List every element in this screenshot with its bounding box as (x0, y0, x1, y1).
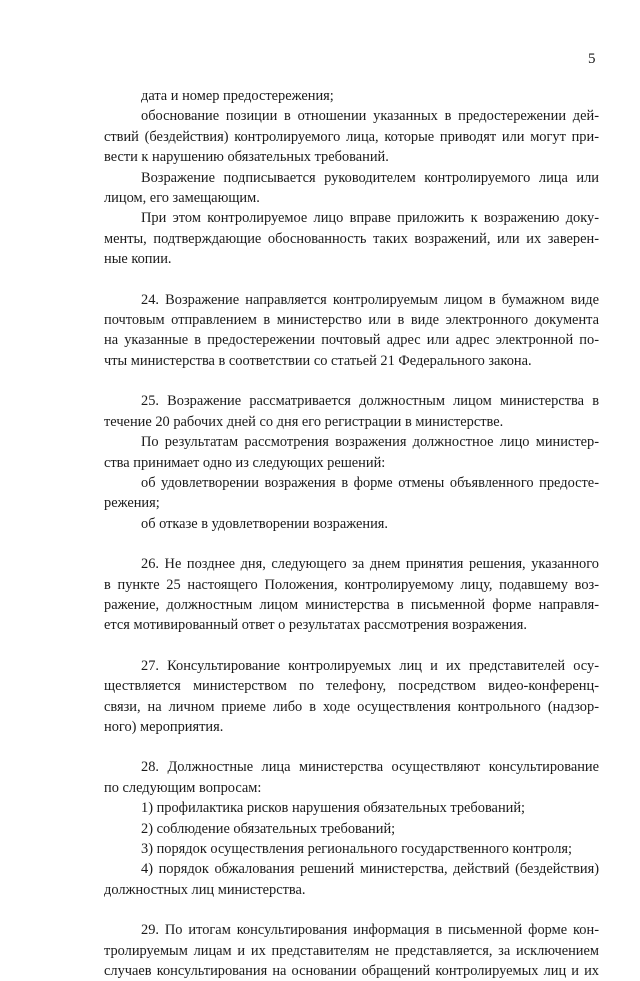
text-line: должностных лиц министерства. (104, 881, 306, 898)
text-line: чты министерства в соответствии со статьей 21 Федерального закона. (104, 352, 532, 369)
paragraph-gap (104, 636, 599, 656)
text-line: дата и номер предостережения; (141, 88, 334, 104)
text-line: режения; (104, 495, 160, 512)
text-line: 2) соблюдение обязательных требований; (141, 820, 396, 837)
text-line: менты, подтверждающие обоснованность таких возражений, или их заверен- (104, 230, 599, 247)
text-line: об отказе в удовлетворении возражения. (141, 515, 388, 532)
paragraph-gap (104, 900, 599, 920)
text-line: в пункте 25 настоящего Положения, контролируемому лицу, подавшему воз- (104, 576, 599, 593)
text-line: ные копии. (104, 251, 172, 268)
text-line: связи, на личном приеме либо в ходе осуществления контрольного (надзор- (104, 698, 599, 715)
text-line: ства принимает одно из следующих решений: (104, 454, 386, 471)
text-line: 26. Не позднее дня, следующего за днем принятия решения, указанного (141, 556, 599, 573)
page-number: 5 (588, 51, 596, 67)
text-line: по следующим вопросам: (104, 779, 262, 796)
text-line: об удовлетворении возражения в форме отмены объявленного предосте- (141, 474, 599, 491)
text-line: лицом, его замещающим. (104, 190, 260, 207)
text-line: ствий (бездействия) контролируемого лица, которые приводят или могут при- (104, 128, 599, 145)
text-line: При этом контролируемое лицо вправе приложить к возражению доку- (141, 210, 599, 227)
text-line: почтовым отправлением в министерство или в виде электронного документа (104, 312, 599, 329)
paragraph-gap (104, 737, 599, 757)
paragraph-gap (104, 371, 599, 391)
text-line: ного) мероприятия. (104, 718, 224, 735)
text-line: 28. Должностные лица министерства осуществляют консультирование (141, 759, 599, 776)
text-line: на указанные в предостережении почтовый адрес или адрес электронной по- (104, 332, 599, 349)
text-line: 24. Возражение направляется контролируемым лицом в бумажном виде (141, 291, 599, 308)
text-line: течение 20 рабочих дней со дня его регистрации в министерстве. (104, 413, 504, 430)
text-line: 4) порядок обжалования решений министерства, действий (бездействия) (141, 861, 599, 878)
paragraph-gap (104, 534, 599, 554)
text-line: По результатам рассмотрения возражения должностное лицо министер- (141, 434, 599, 451)
text-line: ражение, должностным лицом министерства в письменной форме направля- (104, 596, 599, 613)
text-line: 1) профилактика рисков нарушения обязательных требований; (141, 800, 526, 817)
paragraph-gap (104, 270, 599, 290)
text-line: вести к нарушению обязательных требований. (104, 149, 389, 166)
text-line: 3) порядок осуществления регионального государственного контроля; (141, 841, 573, 857)
text-line: 29. По итогам консультирования информация в письменной форме кон- (141, 922, 599, 939)
text-line: ществляется министерством по телефону, посредством видео-конференц- (104, 678, 599, 695)
text-line: тролируемым лицам и их представителям не представляется, за исключением (104, 942, 599, 959)
text-line: обоснование позиции в отношении указанных в предостережении дей- (141, 108, 599, 125)
text-line: 25. Возражение рассматривается должностным лицом министерства в (141, 393, 599, 410)
document-body (104, 86, 599, 981)
text-line: ется мотивированный ответ о результатах рассмотрения возражения. (104, 617, 527, 634)
text-line: случаев консультирования на основании обращений контролируемых лиц и их (104, 963, 599, 980)
text-line: 27. Консультирование контролируемых лиц и их представителей осу- (141, 657, 599, 674)
text-line: Возражение подписывается руководителем контролируемого лица или (141, 169, 599, 186)
